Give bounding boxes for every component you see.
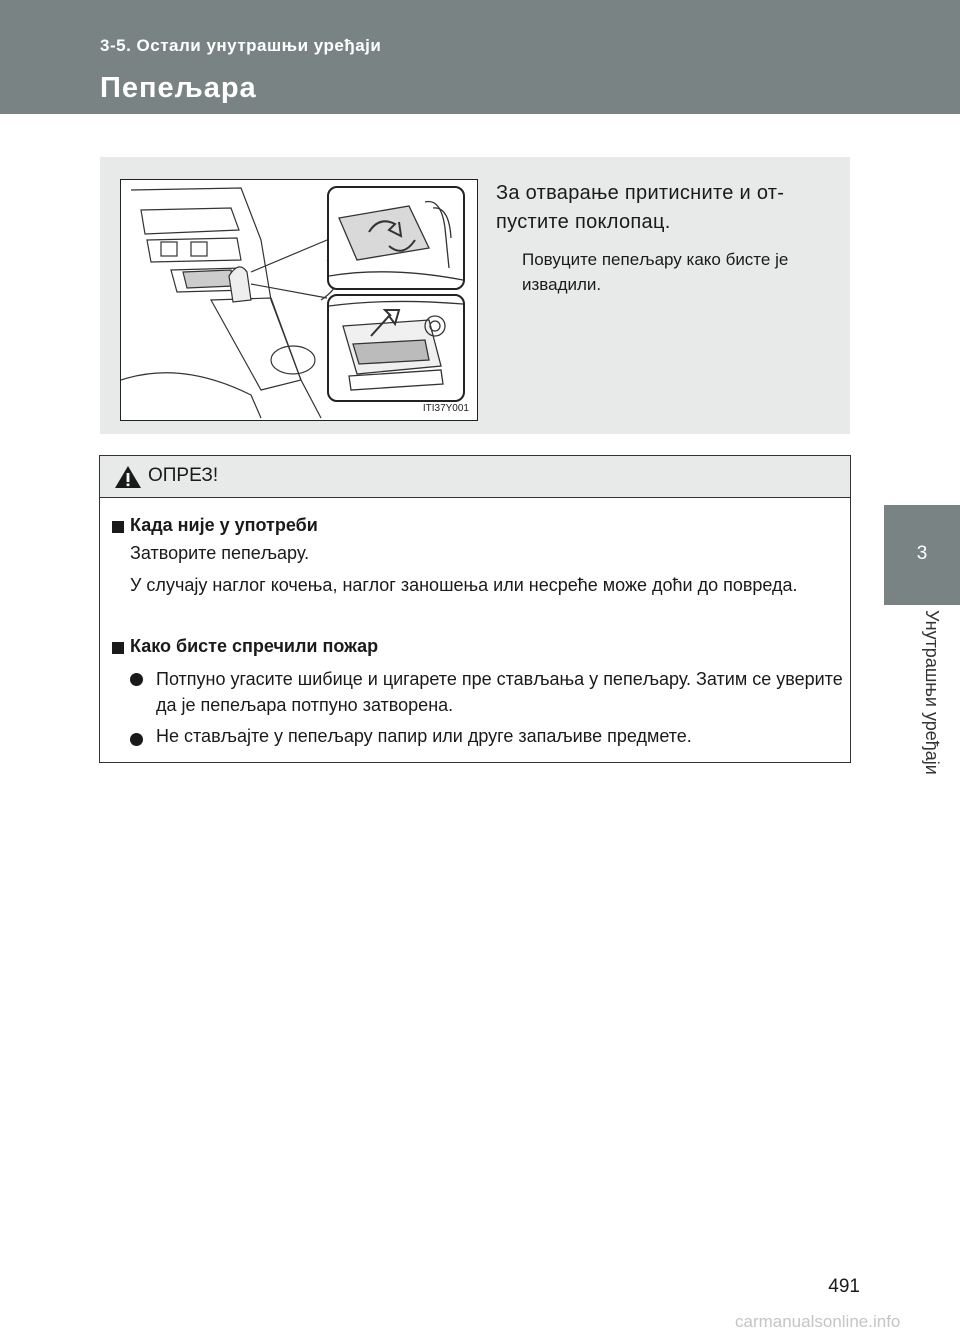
warning-triangle-icon — [114, 465, 142, 489]
inset-open-lid — [327, 186, 465, 290]
caution-heading-2: Како бисте спречили пожар — [130, 636, 379, 656]
chapter-label: Унутрашњи уређаји — [922, 610, 942, 775]
press-lid-drawing — [329, 188, 463, 288]
watermark-text: carmanualsonline.info — [735, 1312, 901, 1331]
page-title: Пепељара — [100, 72, 257, 104]
figure-main-text: За отварање притисните и от-пустите поклопац. — [496, 182, 785, 233]
section-label: 3-5. Остали унутрашњи уређаји — [100, 36, 382, 55]
page-number: 491 — [828, 1276, 860, 1297]
caution-bullet: Не стављајте у пепељару папир или друге запаљиве предмете. — [156, 726, 692, 746]
caution-line: У случају наглог кочења, наглог заношења или несреће може доћи до повреда. — [130, 575, 798, 595]
figure-id: ITI37Y001 — [422, 403, 469, 414]
caution-title: ОПРЕЗ! — [148, 465, 219, 486]
ashtray-illustration — [120, 179, 478, 421]
square-bullet-icon — [112, 521, 124, 533]
square-bullet-icon — [112, 642, 124, 654]
round-bullet-icon — [130, 673, 143, 686]
caution-heading-1: Када није у употреби — [130, 515, 318, 535]
page-header — [0, 0, 960, 114]
chapter-tab[interactable] — [884, 505, 960, 605]
caution-box — [99, 455, 851, 763]
chapter-number: 3 — [916, 543, 928, 564]
round-bullet-icon — [130, 733, 143, 746]
caution-bullet: Потпуно угасите шибице и цигарете пре стављања у пепељару. Затим се уверите да је пепељара потпуно затворена. — [156, 669, 843, 715]
caution-line: Затворите пепељару. — [130, 543, 310, 563]
figure-panel — [100, 157, 850, 434]
caution-header — [100, 456, 850, 498]
inset-remove-ashtray — [327, 294, 465, 402]
pull-ashtray-drawing — [329, 296, 463, 400]
figure-sub-text: Повуците пепељару како бисте је извадили. — [522, 250, 789, 294]
